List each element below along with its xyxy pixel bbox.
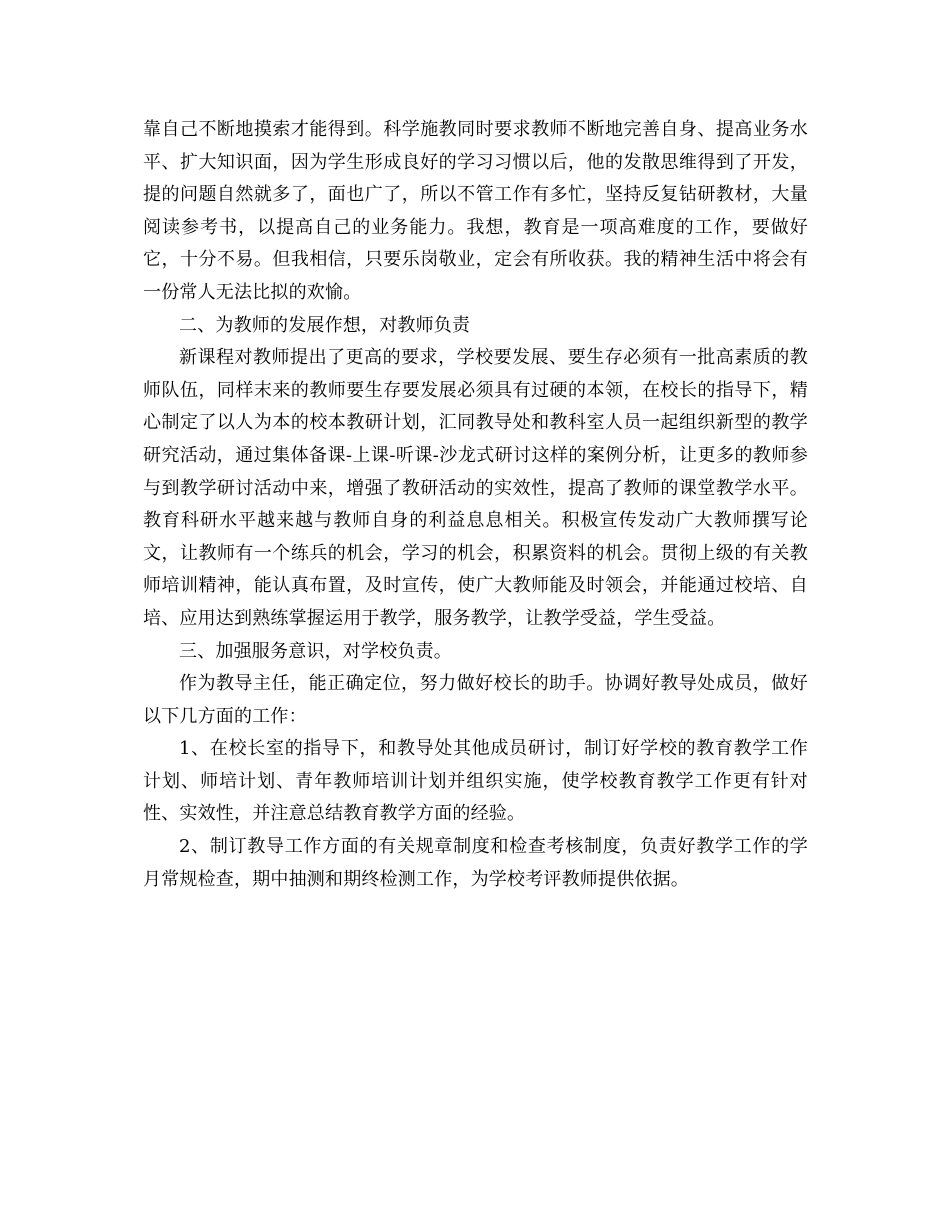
list-item-1: 1、在校长室的指导下，和教导处其他成员研讨，制订好学校的教育教学工作计划、师培计划、青年教师培训计划并组织实施，使学校教育教学工作更有针对性、实效性，并注意总结教育教学方面的经验。 xyxy=(143,738,808,825)
paragraph-new-curriculum: 新课程对教师提出了更高的要求，学校要发展、要生存必须有一批高素质的教师队伍，同样末来的教师要生存要发展必须具有过硬的本领，在校长的指导下，精心制定了以人为本的校本教研计划，汇同教导处和教科室人员一起组织新型的教学研究活动，通过集体备课-上课-听课-沙龙式研讨这样的案例分析，让更多的教师参与到教学研讨活动中来，增强了教研活动的实效性，提高了教师的课堂教学水平。教育科研水平越来越与教师自身的利益息息相关。积极宣传发动广大教师撰写论文，让教师有一个练兵的机会，学习的机会，积累资料的机会。贯彻上级的有关教师培训精神，能认真布置，及时宣传，使广大教师能及时领会，并能通过校培、自培、应用达到熟练掌握运用于教学，服务教学，让教学受益，学生受益。 xyxy=(143,347,808,629)
section-heading-3: 三、加强服务意识，对学校负责。 xyxy=(179,640,452,662)
section-heading-2: 二、为教师的发展作想，对教师负责 xyxy=(179,314,471,336)
paragraph-role: 作为教导主任，能正确定位，努力做好校长的助手。协调好教导处成员，做好以下几方面的工作： xyxy=(143,673,808,727)
document-body xyxy=(143,114,808,896)
paragraph-continuation: 靠自己不断地摸索才能得到。科学施教同时要求教师不断地完善自身、提高业务水平、扩大知识面，因为学生形成良好的学习习惯以后，他的发散思维得到了开发，提的问题自然就多了，面也广了，所以不管工作有多忙，坚持反复钻研教材，大量阅读参考书，以提高自己的业务能力。我想，教育是一项高难度的工作，要做好它，十分不易。但我相信，只要乐岗敬业，定会有所收获。我的精神生活中将会有一份常人无法比拟的欢愉。 xyxy=(143,119,808,303)
list-item-2: 2、制订教导工作方面的有关规章制度和检查考核制度，负责好教学工作的学月常规检查，期中抽测和期终检测工作，为学校考评教师提供依据。 xyxy=(143,836,808,890)
